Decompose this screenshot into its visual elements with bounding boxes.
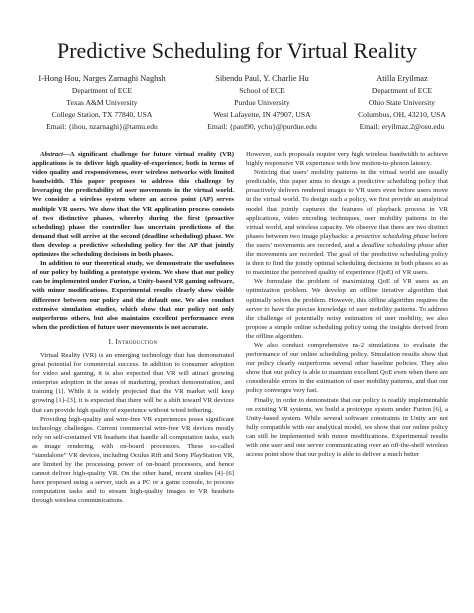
section-heading: I. Introduction: [108, 337, 158, 346]
abstract-paragraph: [32, 150, 234, 259]
emphasis-proactive-phase: proactive scheduling phase: [355, 232, 429, 240]
author-affiliation: Texas A&M University: [66, 98, 138, 107]
paper-title: Predictive Scheduling for Virtual Reality: [57, 38, 417, 63]
author-group-osu: [342, 72, 462, 133]
author-dept: Department of ECE: [71, 86, 133, 95]
author-group-tamu: [22, 72, 182, 133]
author-email: Email: {ihou, nzarnaghi}@tamu.edu: [46, 122, 158, 131]
author-names: Atilla Eryilmaz: [376, 74, 428, 83]
body-text: before the users’ movements are recorded, and a: [246, 232, 448, 249]
abstract-text: —A significant challenge for future virtual reality (VR) applications is to deliver high quality-of-experience, both in terms of video quality and responsiveness, over wireless networks with limited bandwidth. This paper proposes to address this challenge by leveraging the predictability of user movements in the virtual world. We consider a wireless system where an access point (AP) serves multiple VR users. We show that the VR application process consists of two distinctive phases, whereby during the first (proactive scheduling) phase the controller has uncertain predictions of the demand that will arrive at the second (deadline scheduling) phase. We then develop a predictive scheduling policy for the AP that jointly optimizes the scheduling decisions in both phases.: [32, 151, 234, 259]
author-affiliation: Purdue University: [234, 98, 290, 107]
author-names: I-Hong Hou, Narges Zarnaghi Naghsh: [38, 74, 166, 83]
left-column: [32, 150, 234, 506]
author-block: [22, 72, 462, 133]
author-dept: School of ECE: [239, 86, 285, 95]
author-address: West Lafayette, IN 47907, USA: [213, 110, 311, 119]
body-paragraph: Finally, in order to demonstrate that our policy is readily implementable on existing VR systems, we build a prototype system under Furion [6], a Unity-based system. While several software constraints in Unity are not fully compatible with our analytical model, we show that our online policy can still be implemented with minor modifications. Experimental results with one user and one server communicating over an off-the-shelf wireless access point show that our policy is able to deliver a much better: [246, 396, 448, 459]
abstract-label: Abstract: [40, 151, 64, 158]
body-text: after the movements are recorded. The goal of the predictive scheduling policy is then to find the jointly optimal scheduling decisions in both phases so as to maximize the perceived quality of experience (QoE) of VR users.: [246, 241, 448, 277]
author-email: Email: eryilmaz.2@osu.edu: [359, 122, 445, 131]
author-dept: Department of ECE: [371, 86, 433, 95]
author-affiliation: Ohio State University: [368, 98, 436, 107]
author-group-purdue: [187, 72, 337, 133]
abstract-paragraph-2: In addition to our theoretical study, we demonstrate the usefulness of our policy by building a prototype system. We show that our policy can be implemented under Furion, a Unity-based VR gaming software, with minor modifications. Experimental results clearly show visible difference between our policy and the default one. We also conduct extensive simulation studies, which show that our policy not only outperforms others, but also maintains excellent performance even when the prediction of future user movements is not accurate.: [32, 260, 234, 331]
intro-paragraph: Providing high-quality and wire-free VR experiences poses significant technology challenges. Current commercial wire-free VR devices mostly rely on self-contained VR headsets that handle all computation tasks, such as image rendering, with on-board processors. These so-called “standalone” VR devices, including Oculus Rift and Sony PlayStation VR, are limited by the processing power of on-board processors, and hence cannot deliver high-quality VR. On the other hand, recent studies [4]–[6] have proposed using a server, such as a PC or a game console, to process computation tasks and to stream high-quality images to VR headsets through wireless communications.: [32, 415, 234, 505]
body-text: Noticing that users’ mobility patterns in the virtual world are usually predictable, this paper aims to design a predictive scheduling policy that proactively delivers rendered images to VR users even before users move in the virtual world. To design such a policy, we first provide an analytical model that jointly captures the features of playback process in VR applications, video encoding techniques, user mobility patterns in the virtual world, and wireless capacity. We observe that there are two distinct phases between two image playbacks: a: [246, 169, 448, 240]
body-paragraph: We formulate the problem of maximizing QoE of VR users as an optimization problem. We develop an offline iterative algorithm that optimally solves the problem. However, this offline algorithm requires the server to have the precise knowledge of user mobility patterns. To address the challenge of potentially noisy estimation of user mobility, we also propose a simple online scheduling policy using the insights derived from the offline algorithm.: [246, 278, 448, 340]
body-paragraph: We also conduct comprehensive ns-2 simulations to evaluate the performance of our online scheduling policy. Simulation results show that our policy clearly outperforms several other baseline policies. They also show that our policy is able to maintain excellent QoE even when there are considerable errors in the estimation of user mobility patterns, and that our policy converges very fast.: [246, 341, 448, 395]
right-column: [246, 150, 448, 459]
body-paragraph: [246, 168, 448, 277]
author-address: Columbus, OH, 43210, USA: [358, 110, 446, 119]
author-names: Sibendu Paul, Y. Charlie Hu: [215, 74, 309, 83]
author-address: College Station, TX 77840, USA: [51, 110, 153, 119]
emphasis-deadline-phase: deadline scheduling phase: [361, 241, 434, 249]
intro-paragraph: Virtual Reality (VR) is an emerging technology that has demonstrated great potential for commercial success. In addition to consumer adoption for video and gaming, it is also expected that VR will attract growing enterprise adoption in the areas of marketing, product demonstration, and training [1]. While it is widely projected that the VR market will keep growing [1]–[3], it is expected that there will be a shift toward VR devices that can provide high quality of experience without wired tethering.: [32, 351, 234, 414]
author-email: Email: {paul90, ychu}@purdue.edu: [207, 122, 317, 131]
body-paragraph: However, such proposals require very high wireless bandwidth to achieve highly responsive VR experience with low motion-to-photon latency.: [246, 151, 448, 168]
